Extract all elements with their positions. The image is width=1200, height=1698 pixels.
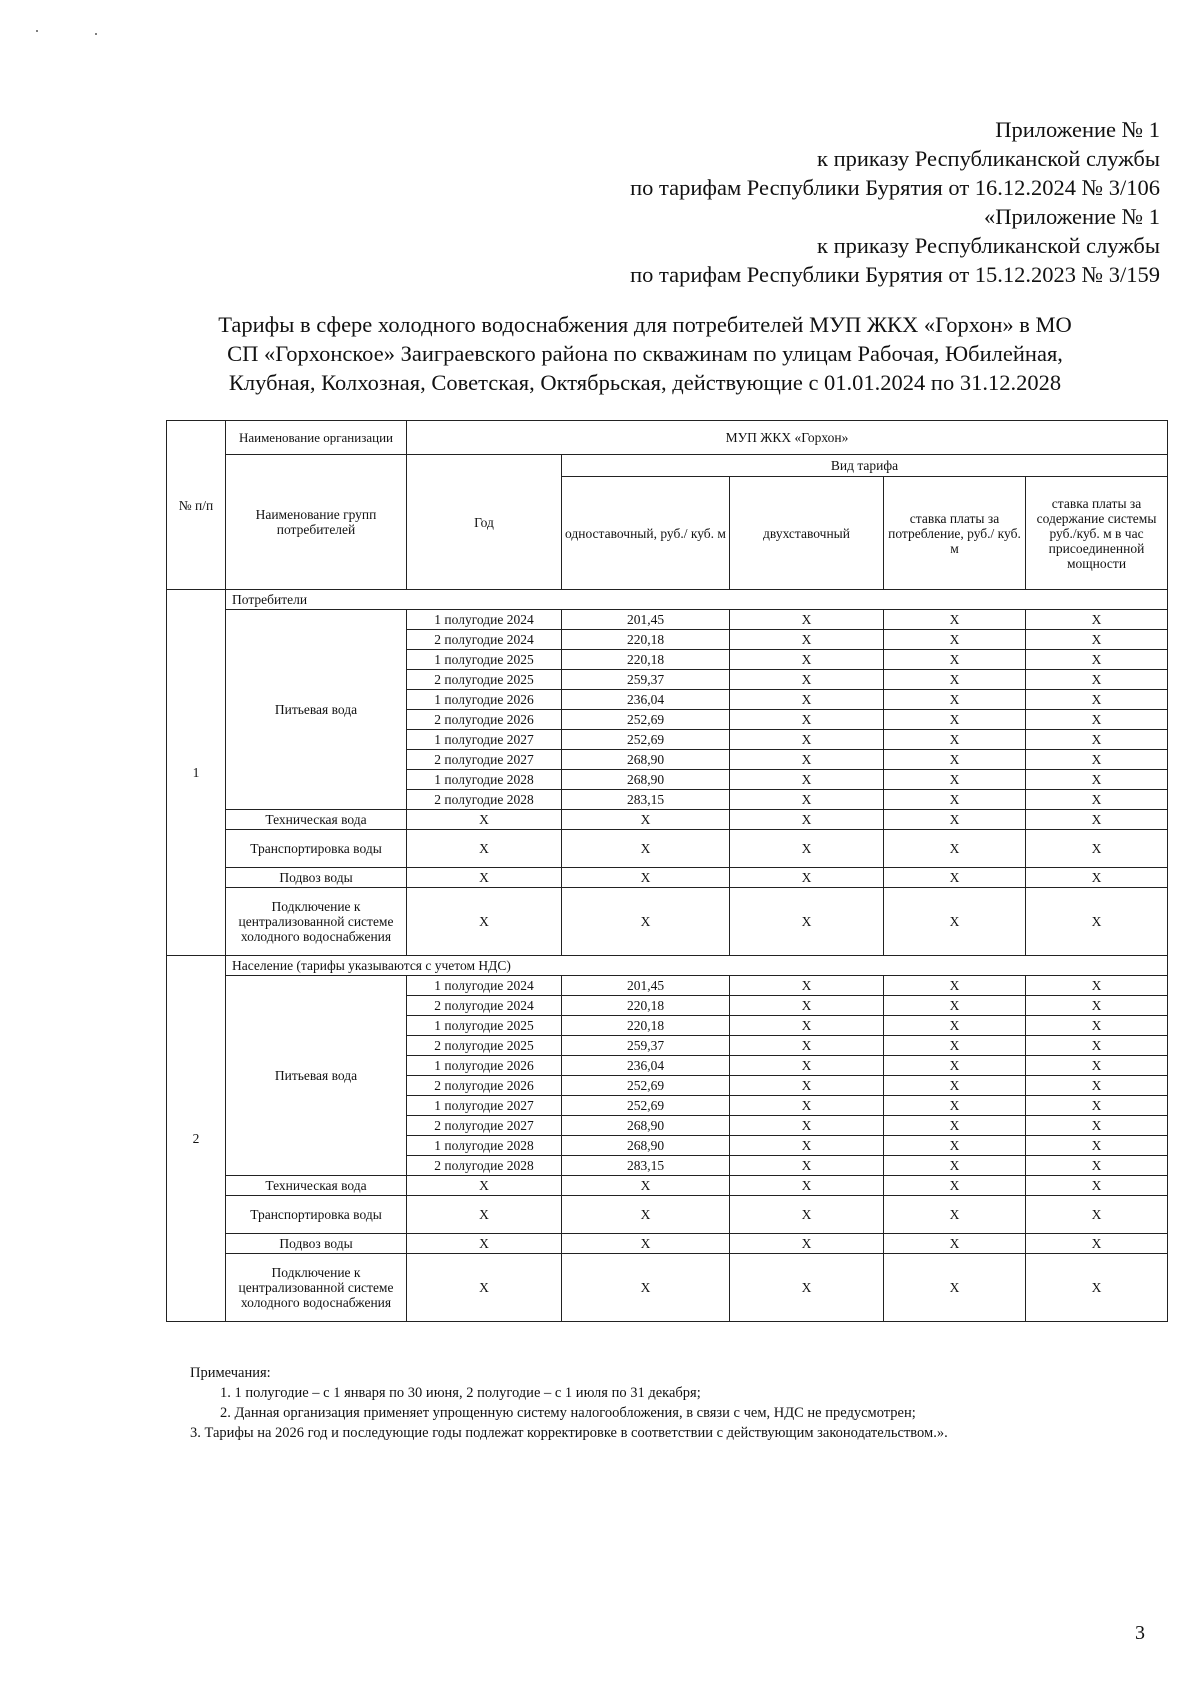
org-name-value: МУП ЖКХ «Горхон» <box>407 421 1168 455</box>
x-mark: X <box>884 690 1026 710</box>
document-title <box>150 310 1140 397</box>
period-cell: 2 полугодие 2024 <box>407 630 562 650</box>
x-mark: X <box>1026 710 1168 730</box>
period-cell: 1 полугодие 2024 <box>407 976 562 996</box>
consumption-rate-header: ставка платы за потребление, руб./ куб. м <box>884 477 1026 590</box>
header-row <box>167 421 1168 455</box>
technical-water-label: Техническая вода <box>226 1176 407 1196</box>
x-mark: X <box>884 1234 1026 1254</box>
x-mark: X <box>562 888 730 956</box>
x-mark: X <box>1026 1156 1168 1176</box>
single-rate-value: 283,15 <box>562 1156 730 1176</box>
x-mark: X <box>730 710 884 730</box>
x-mark: X <box>884 1076 1026 1096</box>
x-mark: X <box>1026 1016 1168 1036</box>
x-mark: X <box>884 888 1026 956</box>
notes <box>190 1363 1150 1443</box>
single-rate-value: 220,18 <box>562 1016 730 1036</box>
x-mark: X <box>730 830 884 868</box>
drinking-water-label: Питьевая вода <box>226 976 407 1176</box>
x-mark: X <box>884 630 1026 650</box>
single-rate-value: 220,18 <box>562 996 730 1016</box>
connection-row <box>167 1254 1168 1322</box>
x-mark: X <box>730 1234 884 1254</box>
x-mark: X <box>407 1196 562 1234</box>
x-mark: X <box>1026 868 1168 888</box>
x-mark: X <box>730 610 884 630</box>
groups-header: Наименование групп потребителей <box>226 455 407 590</box>
tariff-table <box>166 420 1168 1322</box>
x-mark: X <box>1026 1254 1168 1322</box>
x-mark: X <box>1026 1076 1168 1096</box>
delivery-label: Подвоз воды <box>226 1234 407 1254</box>
x-mark: X <box>1026 1136 1168 1156</box>
transport-row <box>167 1196 1168 1234</box>
period-cell: 1 полугодие 2024 <box>407 610 562 630</box>
single-rate-value: 220,18 <box>562 650 730 670</box>
x-mark: X <box>730 1016 884 1036</box>
header-row <box>167 455 1168 477</box>
x-mark: X <box>1026 670 1168 690</box>
x-mark: X <box>562 1196 730 1234</box>
x-mark: X <box>1026 1196 1168 1234</box>
tariff-type-header: Вид тарифа <box>562 455 1168 477</box>
x-mark: X <box>562 1254 730 1322</box>
single-rate-value: 268,90 <box>562 1116 730 1136</box>
period-cell: 1 полугодие 2027 <box>407 730 562 750</box>
connection-row <box>167 888 1168 956</box>
title-line: Тарифы в сфере холодного водоснабжения для потребителей МУП ЖКХ «Горхон» в МО <box>218 312 1072 337</box>
delivery-row <box>167 1234 1168 1254</box>
appendix-header <box>630 115 1160 289</box>
x-mark: X <box>1026 976 1168 996</box>
single-rate-value: 201,45 <box>562 610 730 630</box>
header-line: по тарифам Республики Бурятия от 16.12.2024 № 3/106 <box>630 175 1160 200</box>
single-rate-value: 283,15 <box>562 790 730 810</box>
x-mark: X <box>1026 730 1168 750</box>
single-rate-value: 252,69 <box>562 710 730 730</box>
transport-label: Транспортировка воды <box>226 830 407 868</box>
x-mark: X <box>884 868 1026 888</box>
single-rate-value: 201,45 <box>562 976 730 996</box>
single-rate-value: 268,90 <box>562 1136 730 1156</box>
x-mark: X <box>730 1156 884 1176</box>
period-cell: 2 полугодие 2028 <box>407 1156 562 1176</box>
x-mark: X <box>1026 1056 1168 1076</box>
x-mark: X <box>1026 770 1168 790</box>
period-cell: 1 полугодие 2027 <box>407 1096 562 1116</box>
single-rate-value: 252,69 <box>562 730 730 750</box>
x-mark: X <box>1026 830 1168 868</box>
x-mark: X <box>884 750 1026 770</box>
x-mark: X <box>884 610 1026 630</box>
single-rate-header: одноставочный, руб./ куб. м <box>562 477 730 590</box>
x-mark: X <box>884 1176 1026 1196</box>
group-title: Потребители <box>226 590 1168 610</box>
section-number: 1 <box>167 590 226 956</box>
notes-heading: Примечания: <box>190 1365 271 1381</box>
x-mark: X <box>884 1056 1026 1076</box>
num-header: № п/п <box>167 421 226 590</box>
x-mark: X <box>730 630 884 650</box>
x-mark: X <box>730 1136 884 1156</box>
period-cell: 1 полугодие 2025 <box>407 1016 562 1036</box>
single-rate-value: 259,37 <box>562 670 730 690</box>
single-rate-value: 236,04 <box>562 690 730 710</box>
x-mark: X <box>407 868 562 888</box>
x-mark: X <box>884 996 1026 1016</box>
period-cell: 2 полугодие 2028 <box>407 790 562 810</box>
technical-water-label: Техническая вода <box>226 810 407 830</box>
group-title-row <box>167 956 1168 976</box>
note-item: 1. 1 полугодие – с 1 января по 30 июня, 2 полугодие – с 1 июля по 31 декабря; <box>220 1385 701 1401</box>
x-mark: X <box>730 1096 884 1116</box>
x-mark: X <box>407 1234 562 1254</box>
title-line: СП «Горхонское» Заиграевского района по скважинам по улицам Рабочая, Юбилейная, <box>227 341 1063 366</box>
technical-water-row <box>167 1176 1168 1196</box>
note-item: 2. Данная организация применяет упрощенную систему налогообложения, в связи с чем, НДС не предусмотрен; <box>220 1405 916 1421</box>
x-mark: X <box>407 830 562 868</box>
x-mark: X <box>407 888 562 956</box>
connection-label: Подключение к централизованной системе холодного водоснабжения <box>226 1254 407 1322</box>
x-mark: X <box>730 1176 884 1196</box>
x-mark: X <box>884 1196 1026 1234</box>
x-mark: X <box>407 810 562 830</box>
period-cell: 2 полугодие 2026 <box>407 1076 562 1096</box>
single-rate-value: 268,90 <box>562 750 730 770</box>
x-mark: X <box>730 1196 884 1234</box>
x-mark: X <box>884 1096 1026 1116</box>
period-cell: 1 полугодие 2028 <box>407 1136 562 1156</box>
x-mark: X <box>1026 888 1168 956</box>
group-title-row <box>167 590 1168 610</box>
x-mark: X <box>1026 1116 1168 1136</box>
technical-water-row <box>167 810 1168 830</box>
period-cell: 1 полугодие 2025 <box>407 650 562 670</box>
delivery-label: Подвоз воды <box>226 868 407 888</box>
x-mark: X <box>1026 790 1168 810</box>
scan-speck <box>36 30 38 32</box>
x-mark: X <box>1026 810 1168 830</box>
x-mark: X <box>884 1016 1026 1036</box>
x-mark: X <box>884 1156 1026 1176</box>
x-mark: X <box>1026 750 1168 770</box>
period-cell: 2 полугодие 2027 <box>407 750 562 770</box>
x-mark: X <box>884 730 1026 750</box>
period-cell: 1 полугодие 2026 <box>407 1056 562 1076</box>
period-cell: 2 полугодие 2026 <box>407 710 562 730</box>
single-rate-value: 252,69 <box>562 1096 730 1116</box>
x-mark: X <box>730 1076 884 1096</box>
x-mark: X <box>730 690 884 710</box>
x-mark: X <box>1026 650 1168 670</box>
x-mark: X <box>562 830 730 868</box>
period-row <box>167 610 1168 630</box>
x-mark: X <box>730 1254 884 1322</box>
x-mark: X <box>1026 610 1168 630</box>
maintenance-rate-header: ставка платы за содержание системы руб./куб. м в час присоединенной мощности <box>1026 477 1168 590</box>
x-mark: X <box>1026 1036 1168 1056</box>
period-cell: 2 полугодие 2024 <box>407 996 562 1016</box>
x-mark: X <box>562 1176 730 1196</box>
section-number: 2 <box>167 956 226 1322</box>
x-mark: X <box>884 770 1026 790</box>
x-mark: X <box>884 1036 1026 1056</box>
year-header: Год <box>407 455 562 590</box>
x-mark: X <box>884 1136 1026 1156</box>
transport-label: Транспортировка воды <box>226 1196 407 1234</box>
x-mark: X <box>730 770 884 790</box>
x-mark: X <box>730 650 884 670</box>
x-mark: X <box>884 830 1026 868</box>
header-line: по тарифам Республики Бурятия от 15.12.2023 № 3/159 <box>630 262 1160 287</box>
drinking-water-label: Питьевая вода <box>226 610 407 810</box>
period-cell: 1 полугодие 2026 <box>407 690 562 710</box>
x-mark: X <box>884 790 1026 810</box>
transport-row <box>167 830 1168 868</box>
x-mark: X <box>1026 1234 1168 1254</box>
scan-speck <box>95 33 97 35</box>
org-name-header: Наименование организации <box>226 421 407 455</box>
x-mark: X <box>730 730 884 750</box>
header-line: «Приложение № 1 <box>984 204 1160 229</box>
x-mark: X <box>1026 1176 1168 1196</box>
period-cell: 1 полугодие 2028 <box>407 770 562 790</box>
double-rate-header: двухставочный <box>730 477 884 590</box>
x-mark: X <box>884 650 1026 670</box>
x-mark: X <box>562 1234 730 1254</box>
x-mark: X <box>730 868 884 888</box>
x-mark: X <box>1026 1096 1168 1116</box>
x-mark: X <box>730 888 884 956</box>
period-cell: 2 полугодие 2025 <box>407 670 562 690</box>
period-cell: 2 полугодие 2025 <box>407 1036 562 1056</box>
single-rate-value: 236,04 <box>562 1056 730 1076</box>
group-title: Население (тарифы указываются с учетом НДС) <box>226 956 1168 976</box>
single-rate-value: 259,37 <box>562 1036 730 1056</box>
x-mark: X <box>730 976 884 996</box>
x-mark: X <box>884 1116 1026 1136</box>
x-mark: X <box>730 670 884 690</box>
delivery-row <box>167 868 1168 888</box>
period-row <box>167 976 1168 996</box>
x-mark: X <box>562 868 730 888</box>
x-mark: X <box>730 1056 884 1076</box>
x-mark: X <box>562 810 730 830</box>
x-mark: X <box>407 1176 562 1196</box>
single-rate-value: 268,90 <box>562 770 730 790</box>
x-mark: X <box>884 670 1026 690</box>
x-mark: X <box>730 1036 884 1056</box>
x-mark: X <box>730 1116 884 1136</box>
period-cell: 2 полугодие 2027 <box>407 1116 562 1136</box>
x-mark: X <box>884 810 1026 830</box>
x-mark: X <box>884 710 1026 730</box>
header-line: Приложение № 1 <box>995 117 1160 142</box>
x-mark: X <box>730 750 884 770</box>
page-number: 3 <box>1135 1622 1145 1644</box>
x-mark: X <box>730 996 884 1016</box>
x-mark: X <box>1026 690 1168 710</box>
x-mark: X <box>730 810 884 830</box>
connection-label: Подключение к централизованной системе холодного водоснабжения <box>226 888 407 956</box>
x-mark: X <box>1026 996 1168 1016</box>
header-line: к приказу Республиканской службы <box>817 146 1160 171</box>
x-mark: X <box>730 790 884 810</box>
single-rate-value: 252,69 <box>562 1076 730 1096</box>
title-line: Клубная, Колхозная, Советская, Октябрьская, действующие с 01.01.2024 по 31.12.2028 <box>228 370 1062 395</box>
header-line: к приказу Республиканской службы <box>817 233 1160 258</box>
x-mark: X <box>884 976 1026 996</box>
x-mark: X <box>884 1254 1026 1322</box>
note-item: 3. Тарифы на 2026 год и последующие годы подлежат корректировке в соответствии с действующим законодательством.». <box>190 1425 948 1441</box>
x-mark: X <box>407 1254 562 1322</box>
single-rate-value: 220,18 <box>562 630 730 650</box>
x-mark: X <box>1026 630 1168 650</box>
